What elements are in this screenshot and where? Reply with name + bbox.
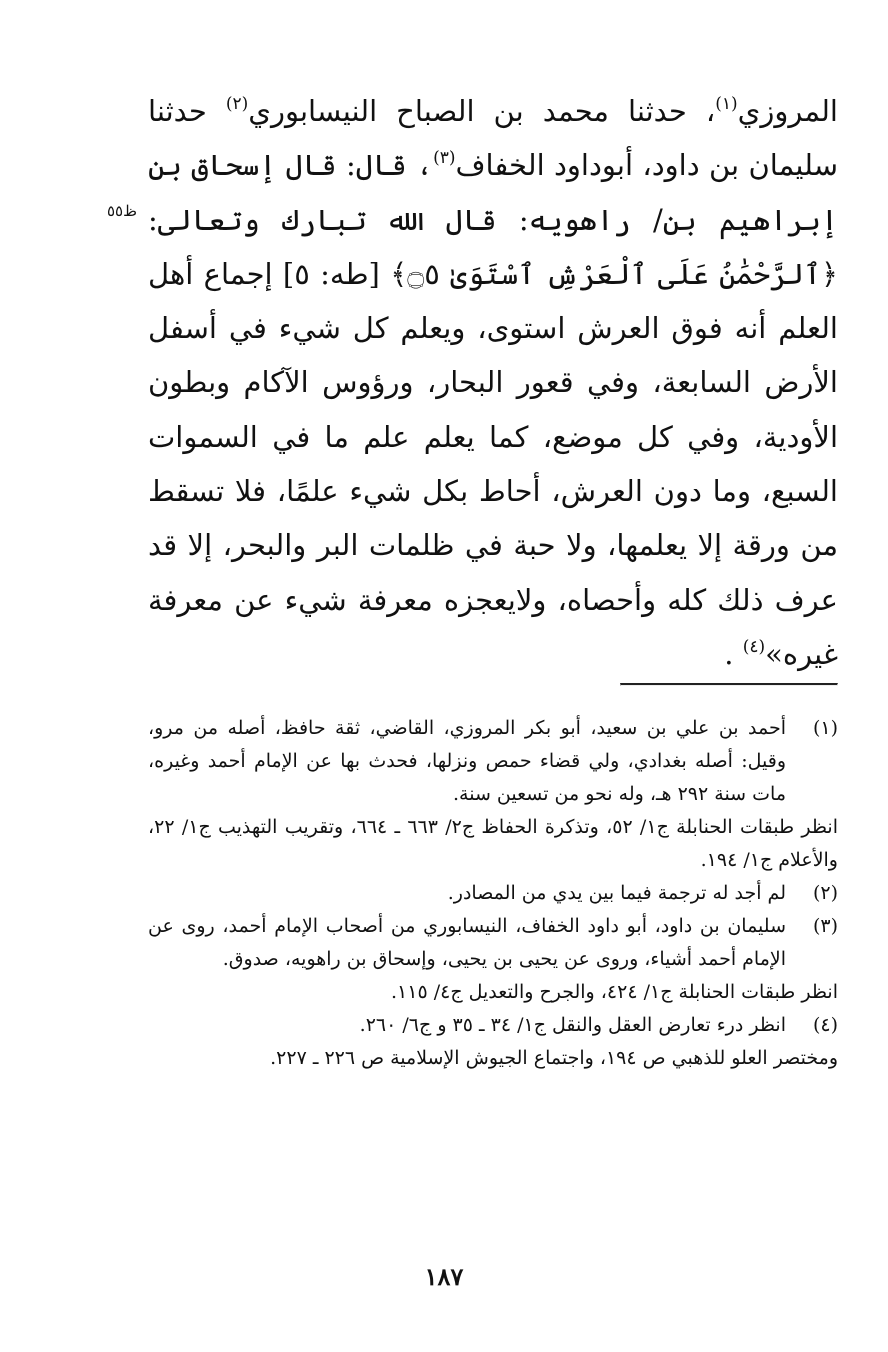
footnote-ref-1[interactable]: (١): [715, 94, 738, 114]
footnote-number: (٣): [812, 915, 838, 937]
footnote-body: [148, 1009, 786, 1042]
footnote-text: سليمان بن داود، أبو داود الخفاف، النيسابوري من أصحاب الإمام أحمد، روى عن الإمام أحمد أشياء، وروى عن يحيى بن يحيى، وإسحاق بن راهويه، صدوق.: [148, 915, 786, 970]
footnote-source: ومختصر العلو للذهبي ص ١٩٤، واجتماع الجيوش الإسلامية ص ٢٢٦ ـ ٢٢٧.: [270, 1047, 838, 1069]
footnote-ref-2[interactable]: (٢): [225, 94, 249, 114]
main-text-segment: المروزي: [737, 94, 838, 128]
footnote-number: (١): [812, 717, 838, 739]
footnote-body: [148, 877, 786, 910]
footnote-2: [148, 877, 838, 910]
footnote-text: لم أجد له ترجمة فيما بين يدي من المصادر.: [447, 882, 786, 904]
footnote-number: (٢): [812, 882, 838, 904]
footnote-1: [148, 712, 838, 811]
footnote-number: (٤): [812, 1014, 838, 1036]
footnote-ref-3[interactable]: (٣): [433, 148, 456, 169]
footnotes: [148, 712, 838, 1075]
footnote-source: انظر طبقات الحنابلة ج١/ ٥٢، وتذكرة الحفاظ ج٢/ ٦٦٣ ـ ٦٦٤، وتقريب التهذيب ج١/ ٢٢، والأعلام ج١/ ١٩٤.: [148, 816, 838, 871]
main-text-segment: حدثنا سليمان بن داود، أبوداود الخفاف: [148, 94, 838, 183]
main-text-segment: .: [724, 636, 743, 671]
footnote-body: [148, 712, 786, 811]
footnote-separator: [620, 683, 838, 686]
footnote-3: [148, 910, 838, 976]
footnote-body: [148, 910, 786, 976]
main-text-segment: ، قال: قال إسحاق بن إبراهيم بن/ راهويه: قال الله تبارك وتعالى: ﴿ٱلرَّحْمَٰنُ عَلَى ٱلْعَرْشِ ٱسْتَوَىٰ ۝٥﴾ [طه: ٥] إجماع أهل العلم أنه فوق العرش استوى، ويعلم كل شيء في أسفل الأرض السابعة، وفي قعور البحار، ورؤوس الآكام وبطون الأودية، وفي كل موضع، كما يعلم علم ما في السموات السبع، وما دون العرش، أحاط بكل شيء علمًا، فلا تسقط من ورقة إلا يعلمها، ولا حبة في ظلمات البر والبحر، إلا قد عرف ذلك كله وأحصاه، ولايعجزه معرفة شيء عن معرفة غيره»: [148, 148, 838, 671]
footnote-4: [148, 1009, 838, 1042]
main-text: [148, 84, 838, 681]
main-text-segment: ، حدثنا محمد بن الصباح النيسابوري: [248, 94, 716, 128]
footnote-ref-4[interactable]: (٤): [742, 636, 766, 657]
footnote-text: أحمد بن علي بن سعيد، أبو بكر المروزي، القاضي، ثقة حافظ، أصله من مرو، وقيل: أصله بغدادي، ولي قضاء حمص ونزلها، فحدث بها عن الإمام أحمد وغيره، مات سنة ٢٩٢ هـ، وله نحو من تسعين سنة.: [148, 717, 786, 805]
page-number: ١٨٧: [424, 1262, 464, 1291]
manuscript-folio-note: ظ٥٥: [107, 202, 137, 220]
footnote-source: انظر طبقات الحنابلة ج١/ ٤٢٤، والجرح والتعديل ج٤/ ١١٥.: [390, 981, 838, 1003]
footnote-text: انظر درء تعارض العقل والنقل ج١/ ٣٤ ـ ٣٥ و ج٦/ ٢٦٠.: [359, 1014, 786, 1036]
